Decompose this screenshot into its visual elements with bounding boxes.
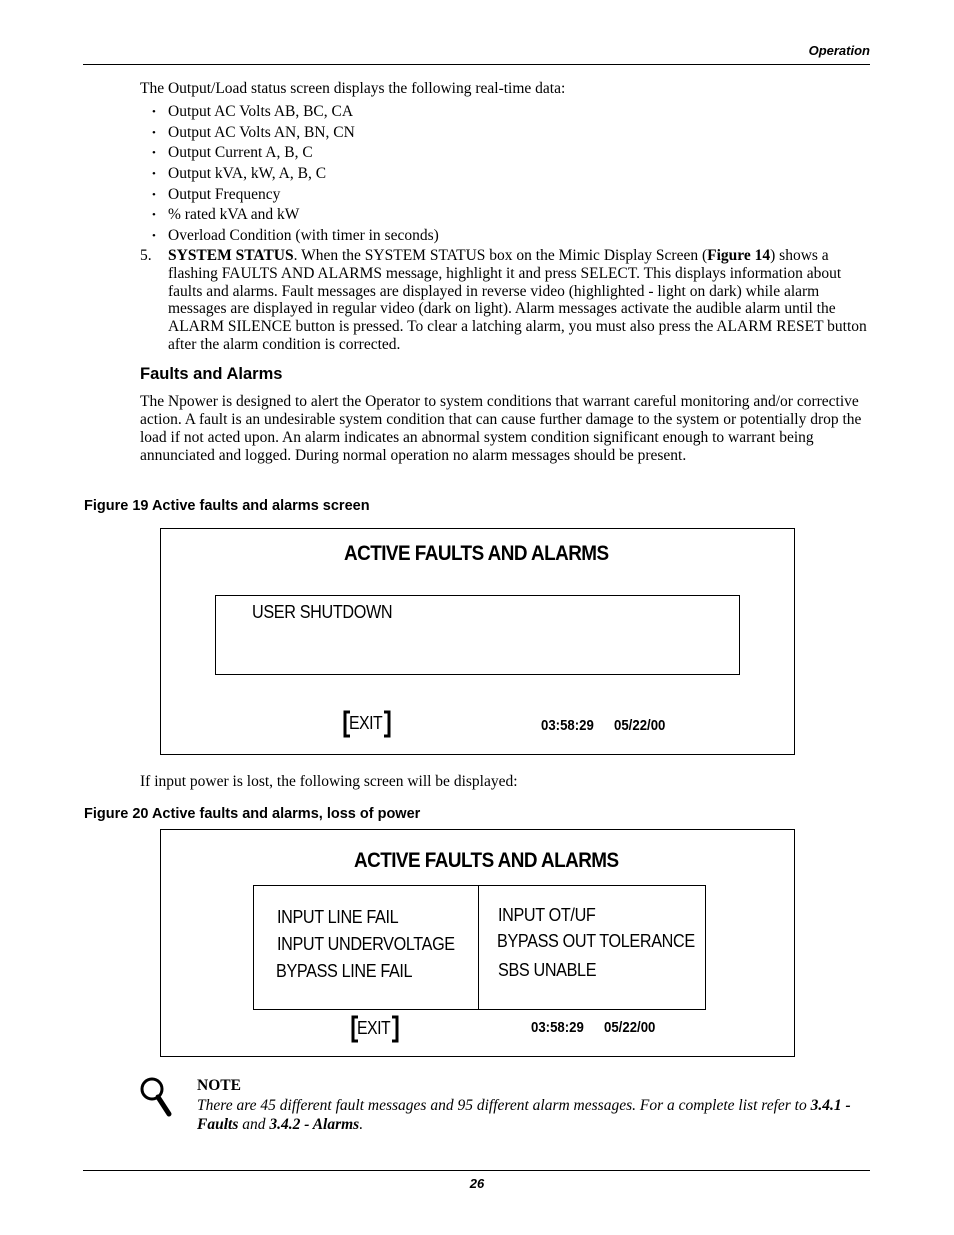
list-item: • Output AC Volts AN, BN, CN — [152, 123, 439, 144]
fault-message-box — [253, 885, 706, 1010]
note-text-c: . — [359, 1115, 364, 1133]
note-text-b: and — [238, 1115, 270, 1133]
footer-rule — [83, 1170, 870, 1171]
time-readout: 03:58:29 — [531, 1019, 584, 1036]
date-readout: 05/22/00 — [614, 717, 666, 734]
column-divider — [478, 886, 479, 1009]
note-text-a: There are 45 different fault messages and 95 different alarm messages. For a complete list refer to — [197, 1097, 811, 1114]
list-item: • % rated kVA and kW — [152, 205, 439, 226]
active-faults-screen — [160, 528, 795, 755]
header-rule — [83, 64, 870, 65]
fault-message: INPUT LINE FAIL — [277, 907, 399, 927]
screen-title: ACTIVE FAULTS AND ALARMS — [344, 542, 609, 565]
faults-paragraph: The Npower is designed to alert the Operator to system conditions that warrant careful monitoring and/or corrective action. A fault is an undesirable system condition that can cause further damage to the system or potentially drop the load if not acted upon. An alarm indicates an abnormal system condition significant enough to warrant being annunciated and logged. During normal operation no alarm messages should be present. — [140, 393, 862, 465]
list-item: • Output Current A, B, C — [152, 143, 439, 164]
step-text-b: ) shows a flashing FAULTS AND ALARMS message, highlight it and press SELECT. This displays information about faults and alarms. Fault messages are displayed in reverse video (highlighted - light on dark) while alarm messages are displayed in regular video (dark on light). Alarm messages activate the audible alarm until the ALARM SILENCE button is pressed. To clear a latching alarm, you must also press the ALARM RESET button after the alarm condition is corrected. — [168, 247, 867, 353]
exit-label: EXIT — [357, 1018, 391, 1038]
page-number: 26 — [469, 1176, 485, 1191]
figure-14-ref: Figure 14 — [707, 247, 771, 264]
step-term: SYSTEM STATUS — [168, 247, 294, 264]
data-bullet-list — [152, 102, 439, 247]
note-label: NOTE — [197, 1077, 241, 1094]
alarm-message: INPUT OT/UF — [498, 905, 596, 925]
list-item: • Output kVA, kW, A, B, C — [152, 164, 439, 185]
screen-title: ACTIVE FAULTS AND ALARMS — [354, 849, 619, 872]
fault-message-box — [215, 595, 740, 675]
list-item: • Output Frequency — [152, 185, 439, 206]
exit-label: EXIT — [349, 713, 383, 733]
step-text-a: . When the SYSTEM STATUS box on the Mimic Display Screen ( — [293, 247, 708, 264]
list-item: • Output AC Volts AB, BC, CA — [152, 102, 439, 123]
alarms-section-ref: 3.4.2 - Alarms — [269, 1115, 360, 1133]
step-number: 5. — [140, 247, 152, 264]
intro-text: The Output/Load status screen displays the following real-time data: — [140, 80, 566, 97]
loss-of-power-text: If input power is lost, the following screen will be displayed: — [140, 773, 518, 790]
section-heading: Faults and Alarms — [140, 365, 283, 383]
running-header: Operation — [808, 43, 870, 58]
alarm-message: SBS UNABLE — [498, 960, 597, 980]
active-faults-power-loss-screen — [160, 829, 795, 1057]
date-readout: 05/22/00 — [604, 1019, 656, 1036]
step-5-text — [168, 247, 870, 354]
figure-19-caption: Figure 19 Active faults and alarms screen — [84, 498, 370, 514]
fault-message: BYPASS LINE FAIL — [276, 961, 413, 981]
exit-button[interactable] — [351, 1015, 399, 1043]
list-item: • Overload Condition (with timer in seconds) — [152, 226, 439, 247]
fault-message: USER SHUTDOWN — [252, 602, 393, 622]
note-text — [197, 1097, 872, 1134]
figure-20-caption: Figure 20 Active faults and alarms, loss of power — [84, 806, 421, 822]
exit-button[interactable] — [343, 710, 391, 738]
faults-section-ref: 3.4.1 - Faults — [197, 1097, 851, 1133]
fault-message: INPUT UNDERVOLTAGE — [277, 934, 455, 954]
alarm-message: BYPASS OUT TOLERANCE — [497, 931, 695, 951]
time-readout: 03:58:29 — [541, 717, 594, 734]
magnifier-icon — [138, 1076, 174, 1120]
